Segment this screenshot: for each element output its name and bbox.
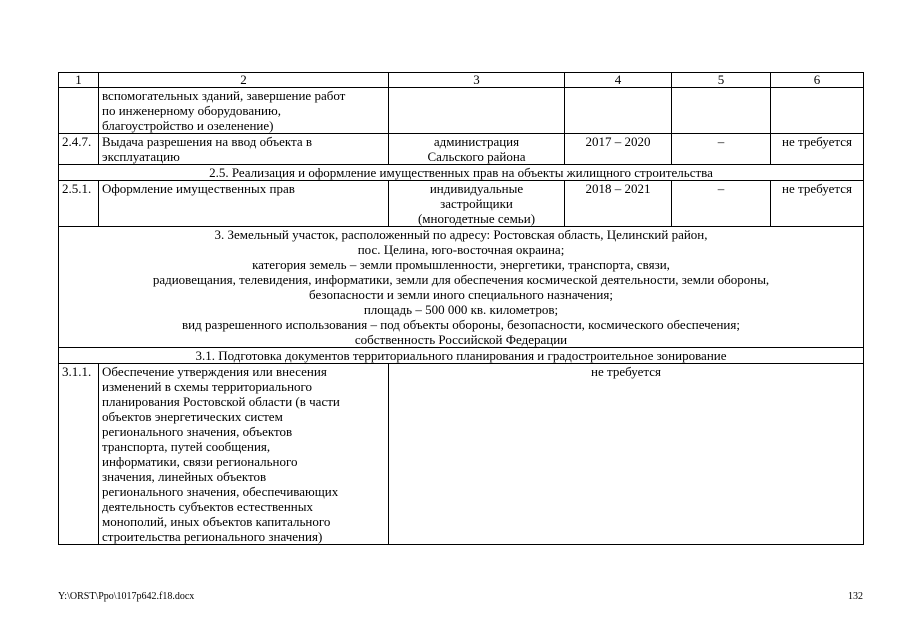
- col6-cell: [771, 88, 864, 134]
- section-row: [59, 227, 864, 348]
- section-row: [59, 348, 864, 364]
- row-number-cell: 2.4.7.: [59, 134, 99, 165]
- table-row: [59, 181, 864, 227]
- col5-cell: [672, 88, 771, 134]
- column-number: 5: [672, 73, 771, 88]
- period-cell: 2018 – 2021: [565, 181, 672, 227]
- section-heading: 3.1. Подготовка документов территориального планирования и градостроительное зонирование: [59, 348, 864, 364]
- column-number: 4: [565, 73, 672, 88]
- responsible-cell: администрация Сальского района: [389, 134, 565, 165]
- column-number: 3: [389, 73, 565, 88]
- description-cell: вспомогательных зданий, завершение работ по инженерному оборудованию, благоустройство и озеленение): [99, 88, 389, 134]
- table-row: [59, 364, 864, 545]
- period-cell: [565, 88, 672, 134]
- responsible-cell: [389, 88, 565, 134]
- table-row: [59, 134, 864, 165]
- row-number-cell: [59, 88, 99, 134]
- land-plot-description: 3. Земельный участок, расположенный по адресу: Ростовская область, Целинский район, пос. Целина, юго-восточная окраина; категория земель – земли промышленности, энергетики, транспорта, связи, радиовещания, телевидения, информатики, земли для обеспечения космической деятельности, земли обороны, безопасности и земли иного специального назначения; площадь – 500 000 кв. километров; вид разрешенного использования – под объекты обороны, безопасности, космического обеспечения; собственность Российской Федерации: [59, 227, 864, 348]
- col5-cell: –: [672, 134, 771, 165]
- column-number: 2: [99, 73, 389, 88]
- description-cell: Выдача разрешения на ввод объекта в эксплуатацию: [99, 134, 389, 165]
- period-cell: 2017 – 2020: [565, 134, 672, 165]
- page-number: 132: [848, 591, 863, 602]
- col6-cell: не требуется: [771, 134, 864, 165]
- row-number-cell: 3.1.1.: [59, 364, 99, 545]
- merged-status-cell: не требуется: [389, 364, 864, 545]
- responsible-cell: индивидуальные застройщики (многодетные семьи): [389, 181, 565, 227]
- section-heading: 2.5. Реализация и оформление имущественных прав на объекты жилищного строительства: [59, 165, 864, 181]
- column-number: 6: [771, 73, 864, 88]
- table-header-row: [59, 73, 864, 88]
- col5-cell: –: [672, 181, 771, 227]
- section-row: [59, 165, 864, 181]
- footer-file-path: Y:\ORST\Ppo\1017p642.f18.docx: [58, 591, 195, 602]
- row-number-cell: 2.5.1.: [59, 181, 99, 227]
- table-row: [59, 88, 864, 134]
- col6-cell: не требуется: [771, 181, 864, 227]
- plan-table: [58, 72, 864, 545]
- description-cell: Оформление имущественных прав: [99, 181, 389, 227]
- description-cell: Обеспечение утверждения или внесения изменений в схемы территориального планирования Ростовской области (в части объектов энергетических систем регионального значения, объектов транспорта, путей сообщения, информатики, связи регионального значения, линейных объектов регионального значения, обеспечивающих деятельность субъектов естественных монополий, иных объектов капитального строительства регионального значения): [99, 364, 389, 545]
- column-number: 1: [59, 73, 99, 88]
